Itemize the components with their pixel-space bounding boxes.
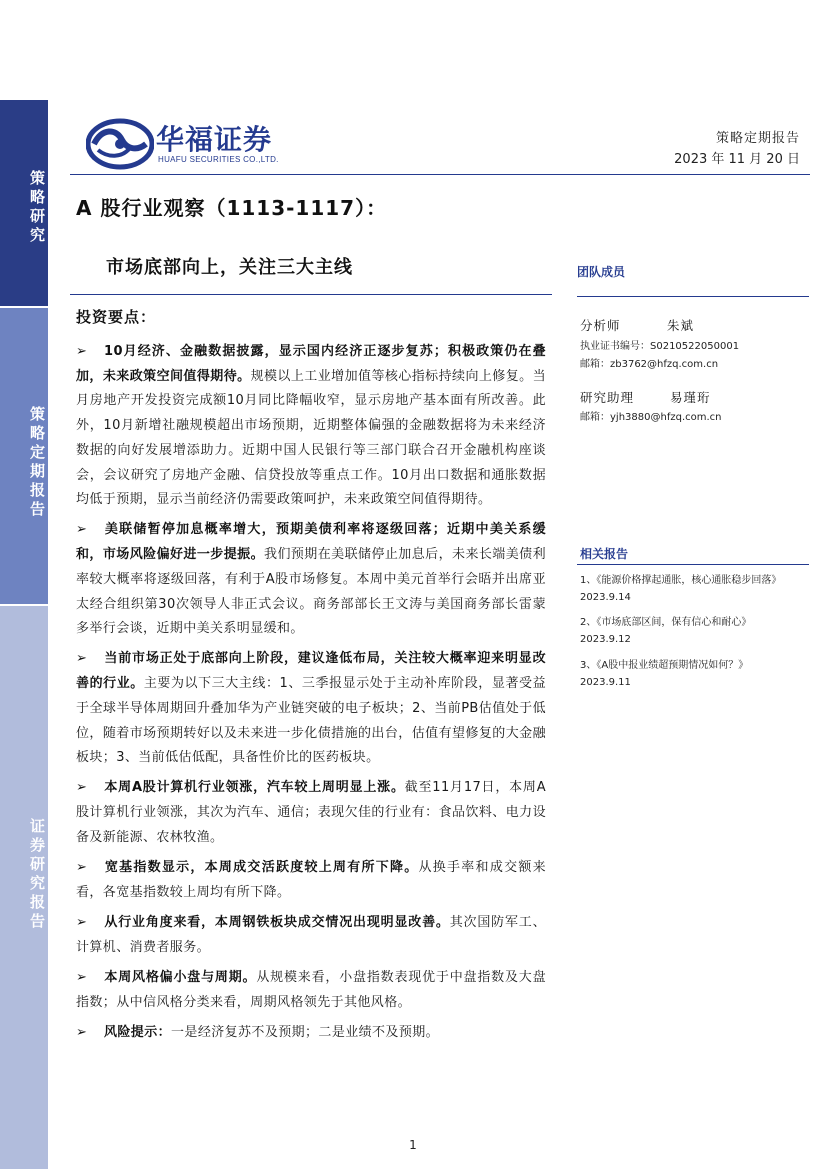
member-email: 邮箱：zb3762@hfzq.com.cn [580,359,719,370]
team-heading: 团队成员 [577,265,626,279]
bullet-text: 其次国防军工、计算机、消费者服务。 [76,914,546,955]
arrow-bullet-icon: ➢ [76,860,88,876]
bullet-text: 从换手率和成交额来看，各宽基指数较上周均有所下降。 [76,860,546,900]
related-report-link[interactable]: 3、《A股中报业绩超预期情况如何？》 [580,660,749,671]
document-type: 策略定期报告 [715,131,800,146]
bullet-highlight: 风险提示： [104,1024,172,1040]
bullet-highlight: 10月经济、金融数据披露，显示国内经济正逐步复苏；积极政策仍在叠加，未来政策空间值得期待。 [76,344,546,384]
bullet-text: 规模以上工业增加值等核心指标持续向上修复。当月房地产开发投资完成额10月同比降幅收窄，显示房地产基本面有所改善。此外，10月新增社融规模超出市场预期，近期整体偏强的金融数据将为未来经济数据的向好发展增添助力。近期中国人民银行等三部门联合召开金融机构座谈会，会议研究了房地产金融、信贷投放等重点工作。10月出口数据和通胀数据均低于预期，显示当前经济仍需要政策呵护，未来政策空间值得期待。 [76,368,546,508]
bullet-highlight: 当前市场正处于底部向上阶段，建议逢低布局，关注较大概率迎来明显改善的行业。 [76,651,546,692]
related-report-link[interactable]: 2、《市场底部区间，保有信心和耐心》 [580,617,752,628]
summary-bullet [76,966,546,1015]
summary-bullet [76,856,546,905]
arrow-bullet-icon: ➢ [76,914,88,930]
bullet-text: 从规模来看，小盘指数表现优于中盘指数及大盘指数；从中信风格分类来看，周期风格领先于其他风格。 [76,969,547,1010]
summary-bullet [76,518,546,642]
related-reports-divider [577,564,809,565]
bullet-text: 一是经济复苏不及预期；二是业绩不及预期。 [171,1024,440,1040]
bullet-highlight: 本周A股计算机行业领涨，汽车较上周明显上涨。 [104,780,405,796]
member-role: 分析师 [580,318,621,333]
related-report-date: 2023.9.14 [580,592,631,603]
logo-wordmark-en: HUAFU SECURITIES CO.,LTD. [158,155,279,164]
member-name: 朱斌 [667,318,695,333]
header-divider [70,174,810,175]
sidebar-category-block [0,100,48,306]
member-role: 研究助理 [580,390,635,405]
sidebar-report-type-label: 策略定期报告 [28,406,46,520]
sidebar-report-class-block [0,606,48,1169]
page-number: 1 [409,1138,417,1152]
arrow-bullet-icon: ➢ [76,1024,88,1040]
bullet-text: 主要为以下三大主线：1、三季报显示处于主动补库阶段，显著受益于全球半导体周期回升叠加华为产业链突破的电子板块；2、当前PB估值处于低位，随着市场预期转好以及未来进一步化债措施的出台，估值有望修复的大金融板块；3、当前低估低配，具备性价比的医药板块。 [76,676,546,766]
arrow-bullet-icon: ➢ [76,651,88,667]
bullet-text: 截至11月17日，本周A股计算机行业领涨，其次为汽车、通信；表现欠佳的行业有：食品饮料、电力设备及新能源、农林牧渔。 [76,780,546,845]
related-report-link[interactable]: 1、《能源价格撑起通胀，核心通胀稳步回落》 [580,575,782,586]
bullet-highlight: 从行业角度来看，本周钢铁板块成交情况出现明显改善。 [104,914,450,930]
sidebar-report-class-label: 证券研究报告 [28,818,46,932]
investment-summary-heading: 投资要点： [76,308,157,326]
member-certificate: 执业证书编号：S0210522050001 [580,341,740,352]
arrow-bullet-icon: ➢ [76,344,88,359]
sidebar-report-type-block [0,308,48,604]
bullet-highlight: 宽基指数显示，本周成交活跃度较上周有所下降。 [104,860,419,876]
team-divider [577,296,809,297]
arrow-bullet-icon: ➢ [76,780,88,796]
logo-wordmark-cn: 华福证券 [156,123,273,156]
huafu-logo-icon [86,118,154,170]
arrow-bullet-icon: ➢ [76,969,88,985]
summary-bullet [76,776,546,850]
bullet-highlight: 美联储暂停加息概率增大，预期美债利率将逐级回落；近期中美关系缓和，市场风险偏好进一步提振。 [76,522,546,563]
report-subtitle: 市场底部向上，关注三大主线 [106,257,353,278]
member-name: 易瑾珩 [670,390,711,405]
related-report-date: 2023.9.11 [580,677,631,688]
document-date: 2023 年 11 月 20 日 [674,152,800,167]
summary-bullet [76,911,546,960]
report-title: A 股行业观察（1113-1117）： [76,196,388,220]
summary-bullet [76,647,546,771]
related-report-date: 2023.9.12 [580,634,631,645]
title-divider [70,294,552,295]
sidebar-category-label: 策略研究 [28,170,46,246]
summary-bullet [76,340,546,513]
investment-summary-body [76,340,546,1051]
bullet-highlight: 本周风格偏小盘与周期。 [104,969,257,985]
related-reports-heading: 相关报告 [580,547,629,561]
arrow-bullet-icon: ➢ [76,522,88,538]
summary-bullet [76,1021,546,1046]
member-email: 邮箱：yjh3880@hfzq.com.cn [580,412,722,423]
bullet-text: 我们预期在美联储停止加息后，未来长端美债利率较大概率将逐级回落，有利于A股市场修复。本周中美元首举行会晤并出席亚太经合组织第30次领导人非正式会议。商务部部长王文涛与美国商务部长雷蒙多举行会谈，近期中美关系明显缓和。 [76,547,546,637]
